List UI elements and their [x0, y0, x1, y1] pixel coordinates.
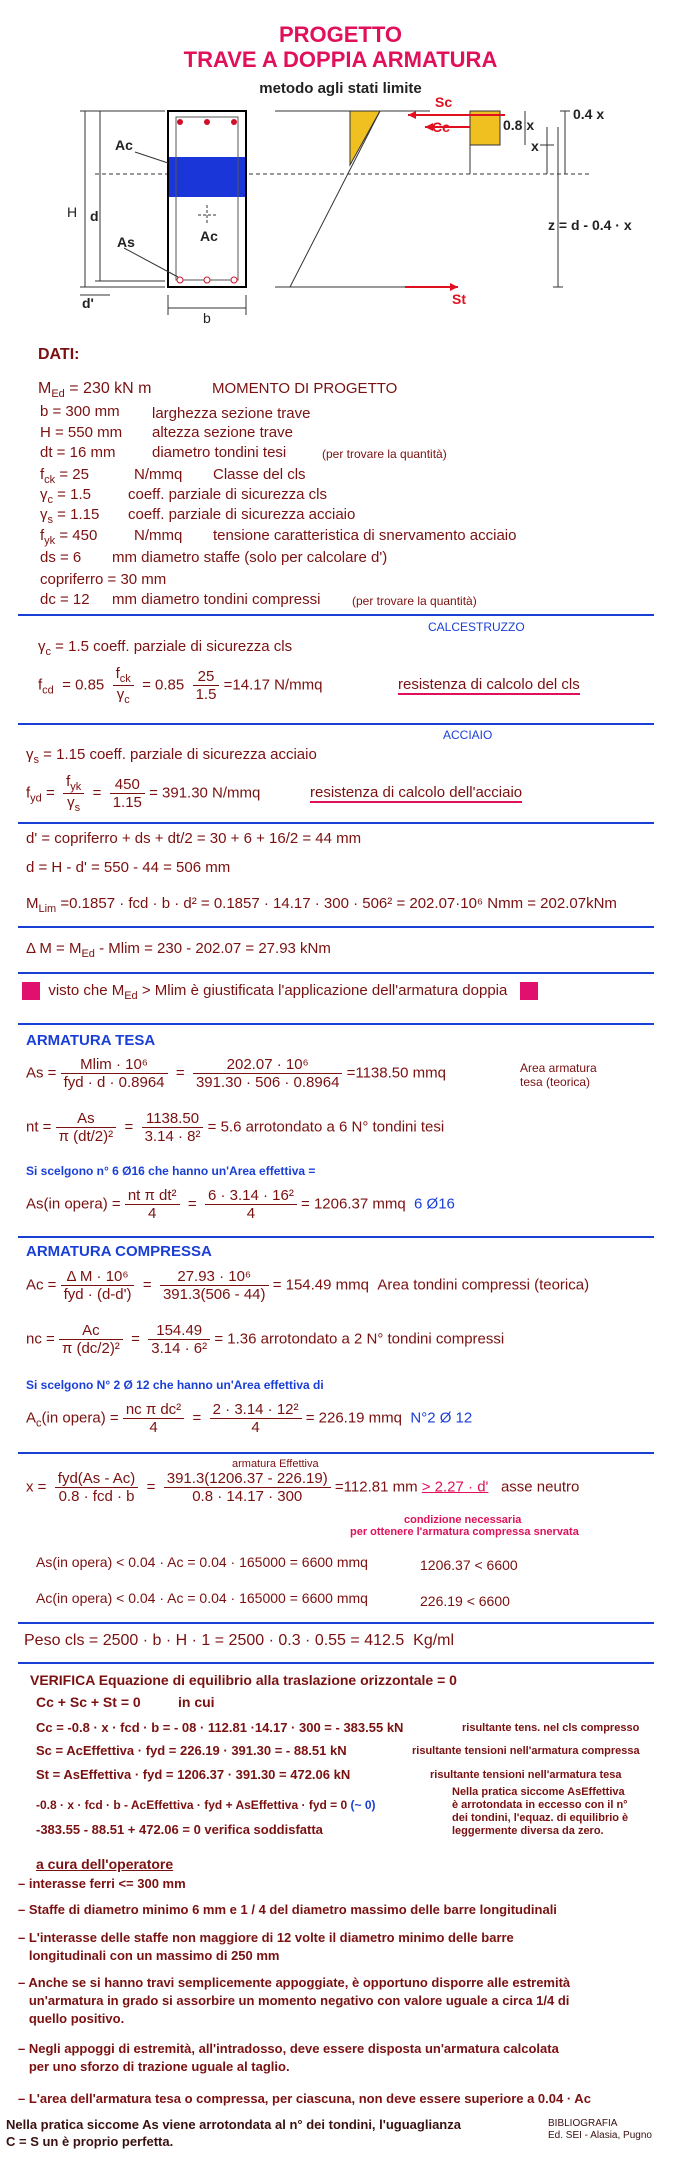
pink-marker-left: [22, 982, 40, 1000]
cond-2: per ottenere l'armatura compressa snervata: [350, 1526, 579, 1538]
cls-fcd-formula: $f_{cd} = 0.85$ $\frac{f_{ck}}{\gamma_c}$ = 0.85 $\frac{25}{1.5}$ =14.17 N/mmq: [38, 665, 323, 706]
label-As: As: [117, 234, 135, 250]
beam-section-diagram: [0, 94, 681, 330]
dati-gc-desc: coeff. parziale di sicurezza cls: [128, 486, 327, 503]
divider: [18, 926, 654, 928]
verifica-st-note: risultante tensioni nell'armatura tesa: [430, 1769, 622, 1781]
d-calc: d = H - d' = 550 - 44 = 506 mm: [26, 859, 231, 876]
rule-3: – L'interasse delle staffe non maggiore di 12 volte il diametro minimo delle barre longitudinali con un massimo di 250 mm: [18, 1930, 514, 1963]
delta-m-calc: Δ $M = M_{Ed} - Mlim = 230 - 202.07 = 27.93$ kNm: [26, 940, 331, 960]
rule-2: – Staffe di diametro minimo 6 mm e 1 / 4 del diametro massimo delle barre longitudinali: [18, 1902, 557, 1917]
verifica-numeric: -383.55 - 88.51 + 472.06 = 0 verifica soddisfatta: [36, 1822, 323, 1837]
acc-gamma: $\gamma_s = 1.15$ coeff. parziale di sicurezza acciaio: [26, 746, 317, 766]
divider: [18, 723, 654, 725]
verifica-sc-note: risultante tensioni nell'armatura compressa: [412, 1745, 640, 1757]
label-z: z = d - 0.4 · x: [548, 217, 632, 233]
dati-dc-desc: mm diametro tondini compressi: [112, 591, 321, 608]
nt-formula: nt = $\frac{As}{\text{π (dt/2)²}}$ = $\frac{1138.50}{\text{3.14 · 8²}}$ = 5.6 arrotondato a 6 N° tondini tesi: [26, 1110, 445, 1145]
x-formula: x = $\frac{\text{fyd(As - Ac)}}{\text{0.8 · fcd · b}}$ = $\frac{391.3(1206.37 - 226.19)}{0.8 \cdot 14.17 \cdot 300}$ =112.81 mm > 2.27 · d' asse neutro: [26, 1470, 580, 1505]
acc-fyd-desc: resistenza di calcolo dell'acciaio: [310, 784, 523, 801]
label-St: St: [452, 291, 466, 307]
comp-scelta: Si scelgono N° 2 Ø 12 che hanno un'Area effettiva di: [26, 1378, 324, 1392]
dati-b: b = 300 mm: [40, 403, 120, 420]
label-Sc: Sc: [435, 94, 453, 110]
label-Ac-left: Ac: [115, 137, 133, 153]
label-0-4x: 0.4 x: [573, 106, 605, 122]
as-formula: As = $\frac{\text{Mlim · 10⁶}}{\text{fyd · d · 0.8964}}$ = $\frac{\text{202.07 · 10⁶}}{391.30 \cdot 506 \cdot 0.8964}$ =1138.50 mmq: [26, 1056, 446, 1091]
verifica-cc: Cc = -0.8 · x · fcd · b = - 08 · 112.81 ·14.17 · 300 = - 383.55 kN: [36, 1720, 404, 1735]
verifica-incui: in cui: [178, 1694, 215, 1710]
justification: visto che $M_{Ed} > Mlim$ è giustificata l'applicazione dell'armatura doppia: [22, 982, 538, 1002]
dati-fyk: $f_{yk} = 450$: [40, 527, 98, 547]
dati-fyk-unit: N/mmq: [134, 527, 183, 544]
dati-fck-unit: N/mmq: [134, 466, 183, 483]
rule-5: – Negli appoggi di estremità, all'intradosso, deve essere disposta un'armatura calcolata per uno sforzo di trazione uguale al taglio.: [18, 2041, 559, 2074]
ac-formula: Ac = $\frac{\text{Δ M · 10⁶}}{\text{fyd · (d-d')}}$ = $\frac{\text{27.93 · 10⁶}}{391.3(506 - 44)}$ = 154.49 mmq Area tondini compressi (teorica): [26, 1268, 590, 1303]
dati-H-desc: altezza sezione trave: [152, 424, 293, 441]
dati-dc-note: (per trovare la quantità): [352, 594, 477, 608]
label-x: x: [531, 138, 539, 154]
cls-heading: CALCESTRUZZO: [428, 620, 525, 634]
dati-dt-note: (per trovare la quantità): [322, 447, 447, 461]
divider: [18, 1023, 654, 1025]
pink-marker-right: [520, 982, 538, 1000]
rule-1: – interasse ferri <= 300 mm: [18, 1876, 186, 1891]
page-subtitle: metodo agli stati limite: [259, 80, 422, 97]
ac-check: Ac(in opera) < 0.04 · Ac = 0.04 · 165000 = 6600 mmq: [36, 1590, 368, 1606]
divider: [18, 614, 654, 616]
page-title: PROGETTO: [278, 22, 403, 47]
label-b: b: [203, 310, 211, 326]
label-Ac-center: Ac: [200, 228, 218, 244]
dati-gs-desc: coeff. parziale di sicurezza acciaio: [128, 506, 356, 523]
divider: [18, 972, 654, 974]
nc-formula: nc = $\frac{Ac}{\text{π (dc/2)²}}$ = $\frac{154.49}{\text{3.14 · 6²}}$ = 1.36 arrotondato a 2 N° tondini compressi: [26, 1322, 505, 1357]
mlim-calc: $M_{Lim} =0.1857$ · fcd · b · d² = 0.1857 · 14.17 · 300 · 506² = 202.07·10⁶ Nmm = 202.07kNm: [26, 895, 617, 915]
dati-label: DATI:: [38, 346, 80, 363]
dati-b-desc: larghezza sezione trave: [152, 405, 311, 422]
page-title-2: TRAVE A DOPPIA ARMATURA: [183, 47, 498, 72]
as-check: As(in opera) < 0.04 · Ac = 0.04 · 165000 = 6600 mmq: [36, 1554, 368, 1570]
bibliografia: BIBLIOGRAFIA Ed. SEI - Alasia, Pugno: [548, 2118, 652, 2141]
dati-gc: $\gamma_c = 1.5$: [40, 486, 91, 506]
dati-gs: $\gamma_s = 1.15$: [40, 506, 100, 526]
verifica-title: VERIFICA Equazione di equilibrio alla traslazione orizzontale = 0: [30, 1672, 457, 1688]
dati-ds-desc: mm diametro staffe (solo per calcolare d'): [112, 549, 388, 566]
verifica-st: St = AsEffettiva · fyd = 1206.37 · 391.30 = 472.06 kN: [36, 1767, 351, 1782]
dati-med: $M_{Ed} = 230$ kN m: [38, 380, 152, 401]
cond-1: condizione necessaria: [404, 1514, 522, 1526]
dati-ds: ds = 6: [40, 549, 82, 566]
verifica-cc-note: risultante tens. nel cls compresso: [462, 1722, 640, 1734]
dati-fck: $f_{ck} = 25$: [40, 466, 89, 486]
dati-dc: dc = 12: [40, 591, 90, 608]
footer-note: Nella pratica siccome As viene arrotondata al n° dei tondini, l'uguaglianza C = S un è proprio perfetta.: [6, 2117, 461, 2149]
dati-copriferro: copriferro = 30 mm: [40, 571, 167, 588]
acc-fyd-formula: $f_{yd}$ = $\frac{f_{yk}}{\gamma_s}$ = $\frac{450}{1.15}$ = 391.30 N/mmq: [26, 773, 261, 814]
dprime-calc: d' = copriferro + ds + dt/2 = 30 + 6 + 16/2 = 44 mm: [26, 830, 362, 847]
label-dprime: d': [82, 295, 94, 311]
divider: [18, 1452, 654, 1454]
cls-fcd-desc: resistenza di calcolo del cls: [398, 676, 580, 693]
ac-check-cmp: 226.19 < 6600: [420, 1593, 510, 1609]
acc-heading: ACCIAIO: [443, 728, 493, 742]
comp-heading: ARMATURA COMPRESSA: [26, 1243, 212, 1260]
divider: [18, 1236, 654, 1238]
dati-dt: dt = 16 mm: [40, 444, 116, 461]
tesa-scelta: Si scelgono n° 6 Ø16 che hanno un'Area effettiva =: [26, 1164, 316, 1178]
tesa-heading: ARMATURA TESA: [26, 1032, 156, 1049]
divider: [18, 822, 654, 824]
as-opera-formula: As(in opera) = $\frac{\text{nt π dt²}}{4}$ = $\frac{\text{6 · 3.14 · 16²}}{4}$ = 1206.37 mmq 6 Ø16: [26, 1187, 455, 1222]
divider: [18, 1622, 654, 1624]
as-check-cmp: 1206.37 < 6600: [420, 1557, 518, 1573]
label-Cc: Cc: [432, 119, 450, 135]
verifica-sc: Sc = AcEffettiva · fyd = 226.19 · 391.30 = - 88.51 kN: [36, 1743, 347, 1758]
dati-dt-desc: diametro tondini tesi: [152, 444, 287, 461]
as-note: Area armatura tesa (teorica): [520, 1061, 597, 1089]
dati-fyk-desc: tensione caratteristica di snervamento acciaio: [213, 527, 517, 544]
operatore-title: a cura dell'operatore: [36, 1856, 174, 1872]
ac-opera-formula: $A_c(in$ opera) = $\frac{\text{nc π dc²}}{4}$ = $\frac{\text{2 · 3.14 · 12²}}{4}$ = 226.19 mmq N°2 Ø 12: [26, 1401, 473, 1436]
label-0-8x: 0.8 x: [503, 117, 535, 133]
dati-med-desc: MOMENTO DI PROGETTO: [212, 380, 398, 397]
peso-cls: Peso cls = 2500 · b · H · 1 = 2500 · 0.3 · 0.55 = 412.5 Kg/ml: [24, 1632, 455, 1649]
rule-4: – Anche se si hanno travi semplicemente appoggiate, è opportuno disporre alle estremità un'armatura in grado si assorbire un momento negativo con valore uguale a circa 1/4 di quello positivo.: [18, 1975, 571, 2026]
dati-H: H = 550 mm: [40, 424, 123, 441]
dati-fck-desc: Classe del cls: [213, 466, 306, 483]
rule-6: – L'area dell'armatura tesa o compressa, per ciascuna, non deve essere superiore a 0.04 · Ac: [18, 2091, 591, 2106]
verifica-eq0: Cc + Sc + St = 0: [36, 1694, 141, 1710]
label-H: H: [67, 204, 78, 220]
verifica-generic: -0.8 · x · fcd · b - AcEffettiva · fyd + AsEffettiva · fyd = 0 (~ 0): [36, 1798, 376, 1812]
divider: [18, 1662, 654, 1664]
verifica-note: Nella pratica siccome AsEffettiva è arrotondata in eccesso con il n° dei tondini, l'equaz. di equilibrio è leggermente diversa da zero.: [452, 1786, 629, 1837]
cls-gamma: $\gamma_c = 1.5$ coeff. parziale di sicurezza cls: [38, 638, 293, 658]
label-d: d: [90, 208, 99, 224]
arm-eff-label: armatura Effettiva: [232, 1458, 319, 1470]
